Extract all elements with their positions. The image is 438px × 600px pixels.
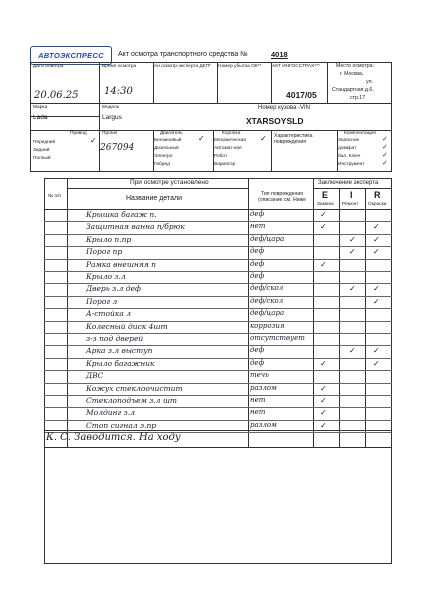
- section-title: При осмотре установлено: [130, 179, 209, 186]
- drive-option-rear: Задний: [33, 148, 50, 153]
- vehicle-row: [30, 103, 392, 131]
- agent-label: Ан осмотр-эксперта ДКП*: [154, 64, 211, 69]
- vin-label: Номер кузова -VIN: [258, 105, 310, 111]
- damage-type: нет: [250, 222, 266, 231]
- col-r-subheader: Окраска: [368, 202, 387, 207]
- loss-number-label: Номер убытка ОК**: [218, 64, 262, 69]
- replace-mark: ✓: [320, 408, 327, 418]
- damage-type: деф: [250, 358, 265, 367]
- part-name: з-з под дверей: [86, 334, 144, 343]
- engine-label: Двигатель: [160, 131, 183, 136]
- col-name-header: Название детали: [126, 195, 182, 202]
- act-code: 4017/05: [286, 90, 317, 100]
- part-name: Крыло п.пр: [86, 234, 132, 244]
- gearbox-check: ✓: [260, 134, 267, 143]
- part-name: Порог л: [86, 296, 118, 306]
- col-no-header: № п/п: [48, 194, 62, 199]
- part-name: Стоп сигнал з.пр: [86, 420, 157, 430]
- part-name: Крыло з.л: [86, 272, 126, 281]
- replace-mark: ✓: [320, 396, 327, 405]
- paint-mark: ✓: [373, 346, 380, 356]
- damage-type: деф/скол: [250, 284, 284, 293]
- damage-type: деф/цара: [250, 234, 285, 243]
- col-r-header: R: [374, 190, 381, 200]
- damage-type: разлом: [250, 383, 277, 392]
- part-name: Рамка внешняя п: [86, 259, 157, 269]
- col-i-header: I: [350, 190, 353, 200]
- place-line-4: стр.17: [350, 95, 366, 101]
- paint-mark: ✓: [373, 284, 380, 294]
- damage-type: деф/скол: [250, 296, 284, 305]
- col-type-header: Тип повреждения (описание см. Ниже: [258, 191, 306, 203]
- replace-mark: ✓: [320, 210, 327, 219]
- damage-type: отсутствует: [250, 334, 305, 342]
- gearbox-option-cvt: Вариатор: [214, 162, 236, 167]
- paint-mark: ✓: [373, 358, 380, 368]
- brand-value: Lada: [33, 114, 48, 121]
- part-name: Крыло багажник: [86, 358, 155, 368]
- model-label: Модель: [102, 105, 120, 110]
- kit-option-wrench: бал. Ключ: [338, 154, 361, 159]
- repair-mark: ✓: [349, 284, 356, 294]
- kit-check-3: ✓: [382, 152, 388, 159]
- kit-label: Комплектация: [344, 131, 376, 136]
- place-line-2: ул.: [366, 79, 373, 85]
- drive-check: ✓: [90, 136, 97, 145]
- mileage-label: Пробег: [102, 131, 118, 136]
- part-name: Крышка багаж п.: [86, 210, 157, 219]
- engine-option-hybrid: Гибрид: [154, 162, 170, 167]
- inspection-date: 20.06.25: [34, 90, 79, 101]
- vin-value: XTARSOYSLD: [246, 116, 304, 126]
- damage-char-label: Характеристика повреждения: [274, 133, 313, 145]
- date-label: Дата осмотра: [33, 64, 64, 69]
- repair-mark: ✓: [349, 234, 356, 244]
- inspection-place-label: Место осмотра:: [336, 63, 374, 69]
- paint-mark: ✓: [373, 247, 380, 257]
- replace-mark: ✓: [320, 420, 327, 430]
- part-name: Стеклоподъем з.л шт: [86, 396, 178, 405]
- mileage-value: 267094: [100, 143, 135, 153]
- damage-type: разлом: [250, 420, 277, 429]
- gearbox-option-robot: Робот: [214, 154, 228, 159]
- document-title: Акт осмотра транспортного средства №: [118, 51, 248, 58]
- damage-type: деф/цара: [250, 309, 285, 318]
- engine-option-electric: Электро: [154, 154, 173, 159]
- engine-option-petrol: Бензиновый: [154, 138, 182, 143]
- part-name: Порог пр: [86, 247, 123, 257]
- paint-mark: ✓: [373, 222, 380, 232]
- drive-option-front: Передний: [33, 140, 56, 145]
- drive-label: Привод: [70, 131, 87, 136]
- part-name: А-стойка л: [86, 309, 131, 319]
- paint-mark: ✓: [373, 234, 380, 244]
- part-name: Молдинг з.л: [86, 408, 135, 418]
- drive-option-full: Полный: [33, 156, 51, 161]
- kit-option-jack: домкрат: [338, 146, 357, 151]
- conclusion-title: Заключение эксперта: [318, 180, 379, 186]
- damage-type: деф: [250, 259, 265, 268]
- damage-type: деф: [250, 346, 265, 355]
- replace-mark: ✓: [320, 383, 327, 393]
- kit-check-4: ✓: [382, 160, 388, 167]
- company-logo: АВТОЭКСПРЕСС: [30, 46, 112, 65]
- damage-type: коррозия: [250, 321, 285, 330]
- col-e-header: E: [322, 190, 329, 200]
- gearbox-label: Коробка: [222, 131, 241, 136]
- part-name: ДВС: [86, 371, 104, 381]
- engine-option-diesel: Дизельный: [154, 146, 179, 151]
- replace-mark: ✓: [320, 259, 327, 269]
- policy-label: АКТ ИНГОССТРАХ***: [272, 64, 320, 69]
- kit-option-spare: Запасное: [338, 138, 360, 143]
- remarks-box: [44, 430, 392, 564]
- part-name: Кожух стеклоочистит: [86, 383, 183, 393]
- repair-mark: ✓: [349, 247, 356, 257]
- replace-mark: ✓: [320, 222, 327, 232]
- damage-type: деф: [250, 247, 265, 256]
- kit-check-1: ✓: [382, 136, 388, 143]
- document-number: 4018: [271, 50, 288, 59]
- damage-type: деф: [250, 272, 265, 280]
- gearbox-option-auto: Автомат-кая: [214, 146, 242, 151]
- col-i-subheader: Ремонт: [342, 202, 359, 207]
- damage-type: нет: [250, 396, 266, 404]
- replace-mark: ✓: [320, 358, 327, 368]
- place-line-3: Стандартная д.6,: [332, 87, 374, 93]
- kit-option-tools: Инструмент: [338, 162, 365, 167]
- repair-mark: ✓: [349, 346, 356, 356]
- damage-type: течь: [250, 371, 269, 380]
- inspection-time: 14:30: [104, 86, 133, 97]
- part-name: Защитная ванна п/брюк: [86, 222, 185, 232]
- part-name: Дверь з.л деф: [86, 284, 141, 294]
- remarks-text: К. С. Заводится. На ходу: [46, 432, 181, 443]
- model-value: Largus: [102, 114, 122, 121]
- damage-type: нет: [250, 408, 266, 417]
- gearbox-option-manual: Механическая: [214, 138, 246, 143]
- time-label: Время осмотра: [102, 64, 137, 69]
- col-e-subheader: Замена: [317, 202, 334, 207]
- kit-check-2: ✓: [382, 144, 388, 151]
- paint-mark: ✓: [373, 296, 380, 306]
- engine-check: ✓: [198, 134, 205, 143]
- damage-type: деф: [250, 210, 265, 218]
- part-name: Арка з.л выступ: [86, 346, 153, 356]
- brand-label: Марка: [33, 105, 48, 110]
- part-name: Колесный диск 4шт: [86, 321, 168, 331]
- place-line-1: г. Москва,: [340, 71, 364, 77]
